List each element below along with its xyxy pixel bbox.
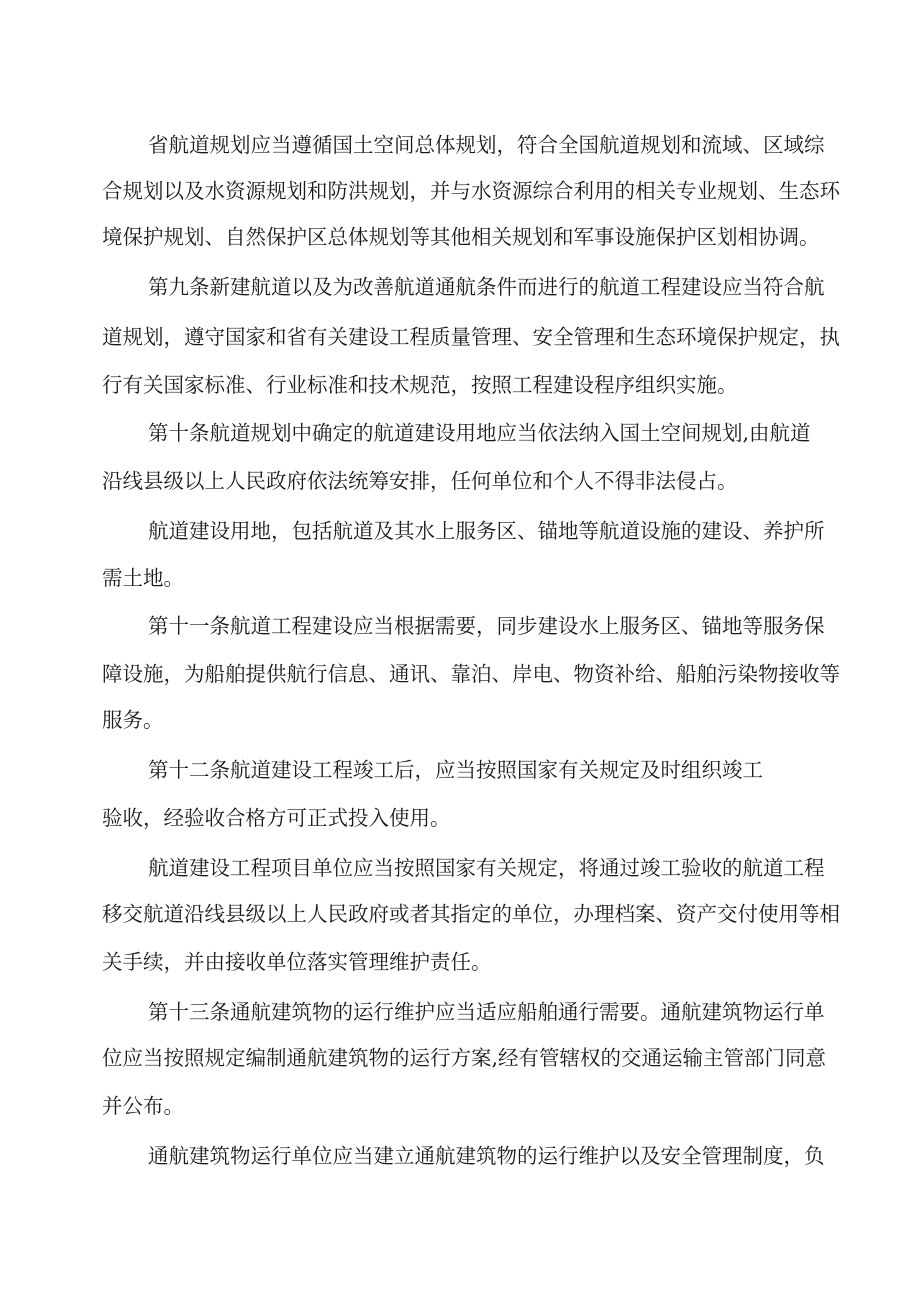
text-line: 第九条新建航道以及为改善航道通航条件而进行的航道工程建设应当符合航 (148, 275, 825, 299)
text-line: 航道建设用地，包括航道及其水上服务区、锚地等航道设施的建设、养护所 (148, 519, 825, 543)
text-line: 并公布。 (102, 1094, 184, 1118)
text-line: 需土地。 (102, 566, 184, 590)
text-line: 位应当按照规定编制通航建筑物的运行方案,经有管辖权的交通运输主管部门同意 (102, 1046, 827, 1070)
text-line: 第十一条航道工程建设应当根据需要，同步建设水上服务区、锚地等服务保 (148, 614, 825, 638)
text-line: 第十条航道规划中确定的航道建设用地应当依法纳入国土空间规划,由航道 (148, 421, 811, 445)
text-line: 境保护规划、自然保护区总体规划等其他相关规划和军事设施保护区划相协调。 (102, 225, 820, 249)
text-line: 通航建筑物运行单位应当建立通航建筑物的运行维护以及安全管理制度，负 (148, 1144, 825, 1168)
text-line: 行有关国家标准、行业标准和技术规范，按照工程建设程序组织实施。 (102, 373, 738, 397)
text-line: 关手续，并由接收单位落实管理维护责任。 (102, 950, 492, 974)
text-line: 第十二条航道建设工程竣工后，应当按照国家有关规定及时组织竣工 (148, 758, 763, 782)
text-line: 障设施，为船舶提供航行信息、通讯、靠泊、岸电、物资补给、船舶污染物接收等 (102, 662, 840, 686)
text-line: 沿线县级以上人民政府依法统筹安排，任何单位和个人不得非法侵占。 (102, 469, 738, 493)
text-line: 验收，经验收合格方可正式投入使用。 (102, 806, 451, 830)
text-line: 省航道规划应当遵循国土空间总体规划，符合全国航道规划和流域、区域综 (148, 133, 825, 157)
text-line: 合规划以及水资源规划和防洪规划，并与水资源综合利用的相关专业规划、生态环 (102, 179, 840, 203)
text-line: 移交航道沿线县级以上人民政府或者其指定的单位，办理档案、资产交付使用等相 (102, 902, 840, 926)
text-line: 道规划，遵守国家和省有关建设工程质量管理、安全管理和生态环境保护规定，执 (102, 325, 840, 349)
text-line: 服务。 (102, 708, 164, 732)
text-line: 第十三条通航建筑物的运行维护应当适应船舶通行需要。通航建筑物运行单 (148, 1000, 825, 1024)
text-line: 航道建设工程项目单位应当按照国家有关规定，将通过竣工验收的航道工程 (148, 856, 825, 880)
